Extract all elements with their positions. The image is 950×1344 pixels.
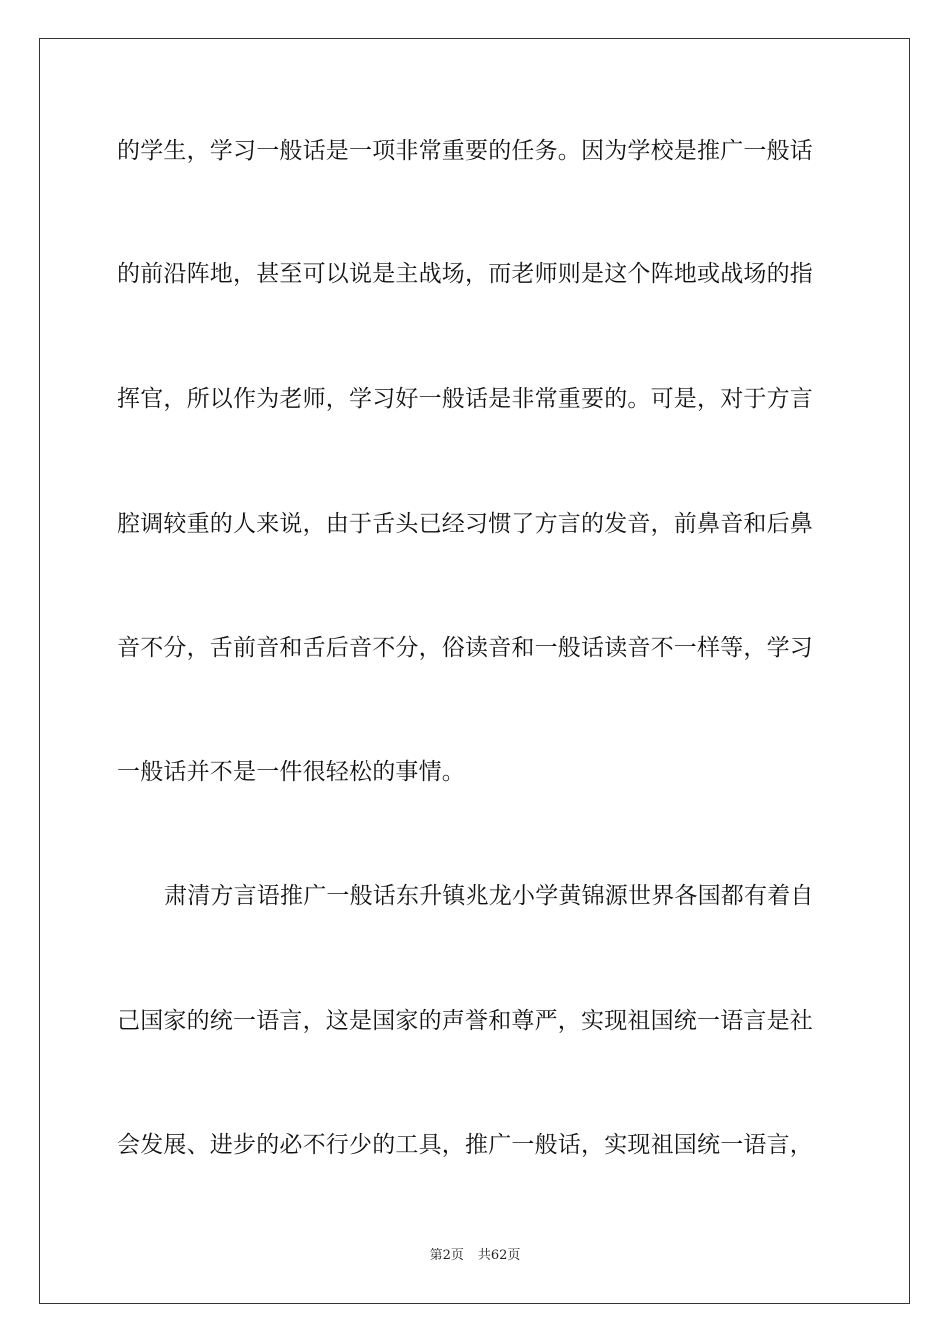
body-text-line: 腔调较重的人来说，由于舌头已经习惯了方言的发音，前鼻音和后鼻 [117, 511, 813, 537]
page-total: 共62页 [477, 1248, 521, 1263]
body-text-line: 己国家的统一语言，这是国家的声誉和尊严，实现祖国统一语言是社 [117, 1008, 813, 1034]
paragraph-start-line: 肃清方言语推广一般话东升镇兆龙小学黄锦源世界各国都有着自 [164, 883, 814, 909]
body-text-line: 会发展、进步的必不行少的工具，推广一般话，实现祖国统一语言， [117, 1132, 813, 1158]
body-text-line: 一般话并不是一件很轻松的事情。 [117, 759, 465, 785]
page-frame [39, 38, 910, 1304]
body-text-line: 挥官，所以作为老师，学习好一般话是非常重要的。可是，对于方言 [117, 386, 813, 412]
body-text-line: 的学生，学习一般话是一项非常重要的任务。因为学校是推广一般话 [117, 138, 813, 164]
body-text-line: 的前沿阵地，甚至可以说是主战场，而老师则是这个阵地或战场的指 [117, 261, 813, 287]
page-footer [0, 1247, 950, 1265]
body-text-line: 音不分，舌前音和舌后音不分，俗读音和一般话读音不一样等，学习 [117, 635, 813, 661]
page-number: 第2页 [429, 1248, 464, 1263]
